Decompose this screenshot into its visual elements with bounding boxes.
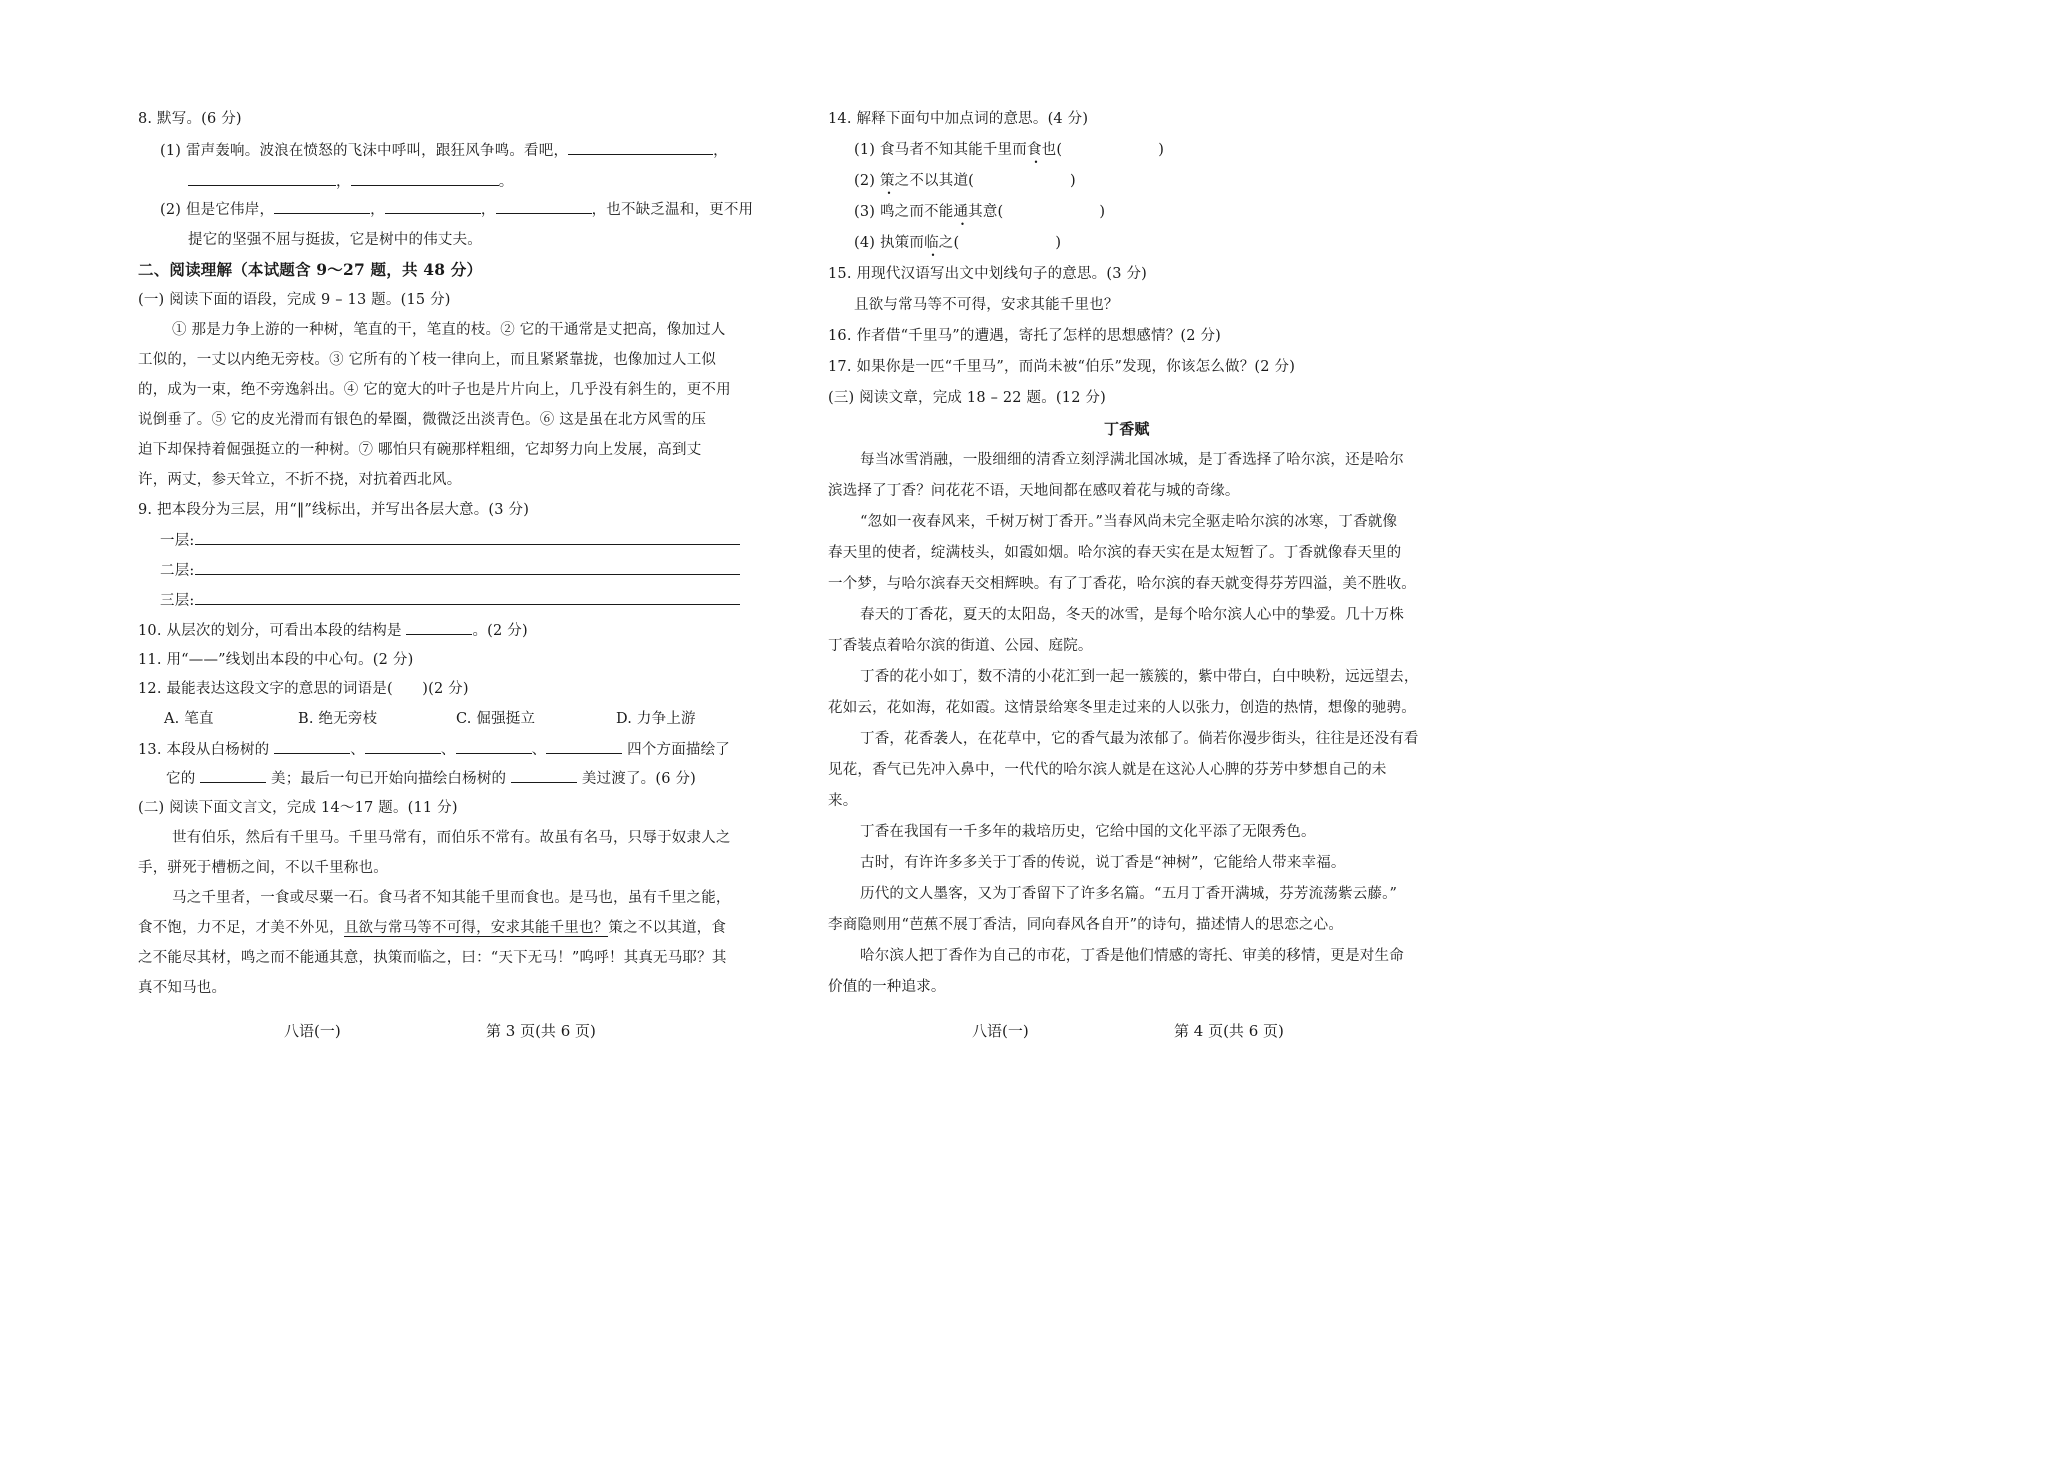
- essay-line: 哈尔滨人把丁香作为自己的市花，丁香是他们情感的寄托、审美的移情，更是对生命: [860, 948, 1404, 964]
- answer-blank[interactable]: [351, 172, 499, 186]
- q12-option-d: D. 力争上游: [616, 711, 696, 727]
- footer-page-number: 第 3 页(共 6 页): [486, 1022, 596, 1040]
- dotted-word: 通: [953, 204, 969, 220]
- part3-intro: (三) 阅读文章，完成 18 – 22 题。(12 分): [828, 390, 1106, 406]
- passage-line: 真不知马也。: [138, 980, 227, 996]
- passage-line: 说倒垂了。⑤ 它的皮光滑而有银色的晕圈，微微泛出淡青色。⑥ 这是虽在北方风雪的压: [138, 412, 707, 428]
- q8-item2-line1: (2) 但是它伟岸， ， ， ，也不缺乏温和，更不用: [160, 202, 754, 218]
- answer-blank[interactable]: [365, 740, 441, 754]
- passage-line: 世有伯乐，然后有千里马。千里马常有，而伯乐不常有。故虽有名马，只辱于奴隶人之: [172, 830, 731, 846]
- essay-line: 丁香的花小如丁，数不清的小花汇到一起一簇簇的，紫中带白，白中映粉，远远望去，: [860, 669, 1419, 685]
- passage-line: 许，两丈，参天耸立，不折不挠，对抗着西北风。: [138, 472, 462, 488]
- answer-blank[interactable]: [188, 172, 336, 186]
- q8-item1-line2: ， 。: [188, 172, 513, 191]
- dotted-word: 策: [879, 173, 895, 189]
- section-title: 二、阅读理解（本试题含 9～27 题，共 48 分）: [138, 260, 483, 279]
- answer-line[interactable]: [195, 531, 740, 545]
- passage-line: 食不饱，力不足，才美不外见，且欲与常马等不可得，安求其能千里也？策之不以其道，食: [138, 920, 727, 936]
- part2-intro: (二) 阅读下面文言文，完成 14～17 题。(11 分): [138, 800, 458, 816]
- passage-line: 迫下却保持着倔强挺立的一种树。⑦ 哪怕只有碗那样粗细，它却努力向上发展，高到丈: [138, 442, 702, 458]
- answer-blank[interactable]: [200, 769, 266, 783]
- footer-subject: 八语(一): [972, 1022, 1029, 1040]
- layer1-row: 一层:: [160, 531, 740, 550]
- q8-title: 8. 默写。(6 分): [138, 111, 242, 127]
- essay-line: 古时，有许许多多关于丁香的传说，说丁香是“神树”，它能给人带来幸福。: [860, 855, 1346, 871]
- q12-option-b: B. 绝无旁枝: [298, 711, 378, 727]
- essay-line: 见花，香气已先冲入鼻中，一代代的哈尔滨人就是在这沁人心脾的芬芳中梦想自己的未: [828, 762, 1387, 778]
- layer2-row: 二层:: [160, 561, 740, 580]
- answer-blank[interactable]: [274, 740, 350, 754]
- essay-line: 丁香，花香袭人，在花草中，它的香气最为浓郁了。倘若你漫步街头，往往是还没有看: [860, 731, 1419, 747]
- essay-line: “忽如一夜春风来，千树万树丁香开。”当春风尚未完全驱走哈尔滨的冰寒，丁香就像: [860, 514, 1398, 530]
- q12-option-a: A. 笔直: [164, 711, 214, 727]
- q17: 17. 如果你是一匹“千里马”，而尚未被“伯乐”发现，你该怎么做？(2 分): [828, 359, 1296, 375]
- essay-line: 滨选择了丁香？问花花不语，天地间都在感叹着花与城的奇缘。: [828, 483, 1240, 499]
- q11: 11. 用“——”线划出本段的中心句。(2 分): [138, 652, 414, 668]
- right-page: [772, 0, 1543, 1092]
- q14-item: (1) 食马者不知其能千里而食也( ): [854, 142, 1165, 158]
- q12: 12. 最能表达这段文字的意思的词语是( )(2 分): [138, 681, 469, 697]
- dotted-word: 食: [1026, 142, 1042, 158]
- answer-blank[interactable]: [496, 200, 592, 214]
- footer-subject: 八语(一): [284, 1022, 341, 1040]
- answer-blank[interactable]: [456, 740, 532, 754]
- answer-blank[interactable]: [406, 621, 472, 635]
- q10: 10. 从层次的划分，可看出本段的结构是 。(2 分): [138, 623, 528, 639]
- passage-line: 的，成为一束，绝不旁逸斜出。④ 它的宽大的叶子也是片片向上，几乎没有斜生的，更不用: [138, 382, 731, 398]
- q15-sentence: 且欲与常马等不可得，安求其能千里也？: [854, 297, 1119, 313]
- part1-intro: (一) 阅读下面的语段，完成 9 – 13 题。(15 分): [138, 292, 451, 308]
- essay-line: 价值的一种追求。: [828, 979, 946, 995]
- essay-line: 春天里的使者，绽满枝头，如霞如烟。哈尔滨的春天实在是太短暂了。丁香就像春天里的: [828, 545, 1402, 561]
- essay-line: 一个梦，与哈尔滨春天交相辉映。有了丁香花，哈尔滨的春天就变得芬芳四溢，美不胜收。: [828, 576, 1416, 592]
- q12-option-c: C. 倔强挺立: [456, 711, 536, 727]
- answer-line[interactable]: [195, 591, 740, 605]
- dotted-word: 临: [924, 235, 939, 251]
- q14-item: (2) 策之不以其道( ): [854, 173, 1076, 189]
- q13-line2: 它的 美；最后一句已开始向描绘白杨树的 美过渡了。(6 分): [166, 771, 697, 787]
- q13-line1: 13. 本段从白杨树的 、 、 、 四个方面描绘了: [138, 742, 731, 758]
- left-page: [0, 0, 770, 1092]
- q9: 9. 把本段分为三层，用“‖”线标出，并写出各层大意。(3 分): [138, 502, 530, 518]
- essay-line: 丁香装点着哈尔滨的街道、公园、庭院。: [828, 638, 1093, 654]
- essay-line: 春天的丁香花，夏天的太阳岛，冬天的冰雪，是每个哈尔滨人心中的挚爱。几十万株: [860, 607, 1404, 623]
- essay-line: 丁香在我国有一千多年的栽培历史，它给中国的文化平添了无限秀色。: [860, 824, 1316, 840]
- essay-title: 丁香赋: [1104, 420, 1150, 438]
- passage-line: 之不能尽其材，鸣之而不能通其意，执策而临之，曰：“天下无马！”呜呼！其真无马耶？其: [138, 950, 727, 966]
- q14: 14. 解释下面句中加点词的意思。(4 分): [828, 111, 1089, 127]
- essay-line: 每当冰雪消融，一股细细的清香立刻浮满北国冰城，是丁香选择了哈尔滨，还是哈尔: [860, 452, 1404, 468]
- answer-blank[interactable]: [274, 200, 370, 214]
- answer-blank[interactable]: [546, 740, 622, 754]
- essay-line: 来。: [828, 793, 858, 809]
- q14-item: (4) 执策而临之( ): [854, 235, 1062, 251]
- answer-blank[interactable]: [511, 769, 577, 783]
- q8-item1-line1: (1) 雷声轰响。波浪在愤怒的飞沫中呼叫，跟狂风争鸣。看吧， ，: [160, 143, 728, 159]
- underlined-sentence: 且欲与常马等不可得，安求其能千里也？: [343, 920, 609, 936]
- essay-line: 花如云，花如海，花如霞。这情景给寒冬里走过来的人以张力，创造的热情，想像的驰骋。: [828, 700, 1416, 716]
- q16: 16. 作者借“千里马”的遭遇，寄托了怎样的思想感情？(2 分): [828, 328, 1222, 344]
- passage-line: 手，骈死于槽枥之间，不以千里称也。: [138, 860, 388, 876]
- answer-blank[interactable]: [568, 141, 713, 155]
- passage-line: 马之千里者，一食或尽粟一石。食马者不知其能千里而食也。是马也，虽有千里之能，: [172, 890, 731, 906]
- essay-line: 历代的文人墨客，又为丁香留下了许多名篇。“五月丁香开满城，芬芳流荡紫云藤。”: [860, 886, 1398, 902]
- answer-line[interactable]: [195, 561, 740, 575]
- passage-line: 工似的，一丈以内绝无旁枝。③ 它所有的丫枝一律向上，而且紧紧靠拢，也像加过人工似: [138, 352, 717, 368]
- passage-line: ① 那是力争上游的一种树，笔直的干，笔直的枝。② 它的干通常是丈把高，像加过人: [172, 322, 726, 338]
- q8-item2-line2: 提它的坚强不屈与挺拔，它是树中的伟丈夫。: [188, 232, 482, 248]
- layer3-row: 三层:: [160, 591, 740, 610]
- q14-item: (3) 鸣之而不能通其意( ): [854, 204, 1106, 220]
- essay-line: 李商隐则用“芭蕉不展丁香洁，同向春风各自开”的诗句，描述情人的思恋之心。: [828, 917, 1344, 933]
- q15: 15. 用现代汉语写出文中划线句子的意思。(3 分): [828, 266, 1148, 282]
- footer-page-number: 第 4 页(共 6 页): [1174, 1022, 1284, 1040]
- answer-blank[interactable]: [385, 200, 481, 214]
